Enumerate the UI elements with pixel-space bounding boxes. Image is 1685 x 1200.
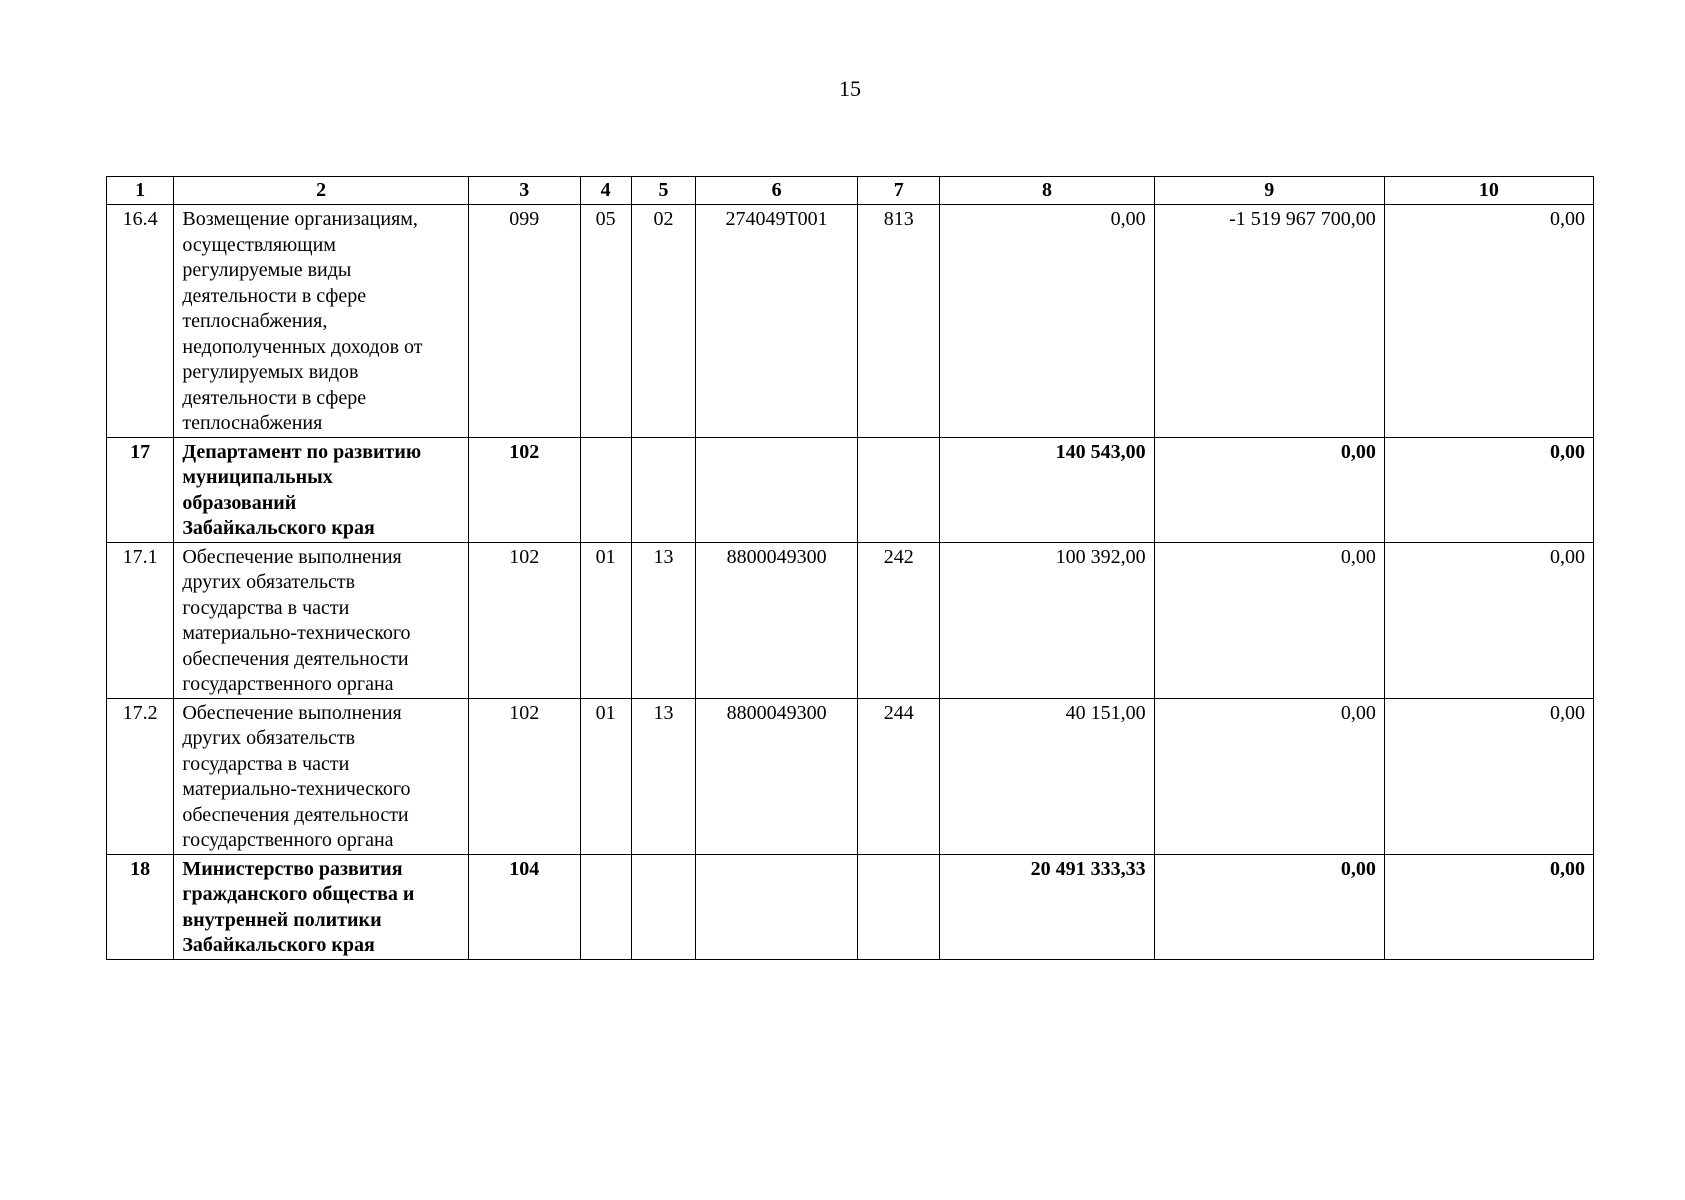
row-description: Департамент по развитию муниципальных образований Забайкальского края bbox=[174, 437, 469, 542]
column-header-3: 3 bbox=[468, 177, 580, 205]
section-code bbox=[580, 437, 631, 542]
column-header-10: 10 bbox=[1384, 177, 1593, 205]
target-article-code: 274049Т001 bbox=[696, 205, 858, 438]
row-number: 17.1 bbox=[107, 542, 174, 698]
amount-col-9: -1 519 967 700,00 bbox=[1154, 205, 1384, 438]
amount-col-10: 0,00 bbox=[1384, 542, 1593, 698]
section-code: 01 bbox=[580, 698, 631, 854]
row-description: Обеспечение выполнения других обязательств государства в части материально-технического обеспечения деятельности государственного органа bbox=[174, 698, 469, 854]
table-row bbox=[107, 205, 1594, 438]
amount-col-10: 0,00 bbox=[1384, 437, 1593, 542]
subsection-code: 13 bbox=[631, 542, 695, 698]
column-header-1: 1 bbox=[107, 177, 174, 205]
amount-col-8: 20 491 333,33 bbox=[940, 854, 1154, 959]
amount-col-10: 0,00 bbox=[1384, 854, 1593, 959]
amount-col-9: 0,00 bbox=[1154, 542, 1384, 698]
amount-col-8: 100 392,00 bbox=[940, 542, 1154, 698]
section-code: 01 bbox=[580, 542, 631, 698]
row-number: 17.2 bbox=[107, 698, 174, 854]
amount-col-8: 140 543,00 bbox=[940, 437, 1154, 542]
column-header-2: 2 bbox=[174, 177, 469, 205]
subsection-code: 13 bbox=[631, 698, 695, 854]
amount-col-9: 0,00 bbox=[1154, 854, 1384, 959]
column-header-9: 9 bbox=[1154, 177, 1384, 205]
page-number: 15 bbox=[839, 76, 861, 101]
section-code bbox=[580, 854, 631, 959]
target-article-code bbox=[696, 854, 858, 959]
subsection-code bbox=[631, 437, 695, 542]
column-header-7: 7 bbox=[858, 177, 940, 205]
row-number: 16.4 bbox=[107, 205, 174, 438]
amount-col-8: 0,00 bbox=[940, 205, 1154, 438]
row-description: Обеспечение выполнения других обязательств государства в части материально-технического обеспечения деятельности государственного органа bbox=[174, 542, 469, 698]
amount-col-10: 0,00 bbox=[1384, 698, 1593, 854]
subsection-code bbox=[631, 854, 695, 959]
amount-col-10: 0,00 bbox=[1384, 205, 1593, 438]
amount-col-9: 0,00 bbox=[1154, 437, 1384, 542]
expense-type-code: 813 bbox=[858, 205, 940, 438]
target-article-code bbox=[696, 437, 858, 542]
subsection-code: 02 bbox=[631, 205, 695, 438]
row-number: 17 bbox=[107, 437, 174, 542]
column-header-4: 4 bbox=[580, 177, 631, 205]
table-row bbox=[107, 437, 1594, 542]
ministry-code: 102 bbox=[468, 437, 580, 542]
ministry-code: 102 bbox=[468, 542, 580, 698]
table-row bbox=[107, 698, 1594, 854]
column-header-8: 8 bbox=[940, 177, 1154, 205]
amount-col-9: 0,00 bbox=[1154, 698, 1384, 854]
table-header-row bbox=[107, 177, 1594, 205]
table-row bbox=[107, 854, 1594, 959]
row-description: Министерство развития гражданского общества и внутренней политики Забайкальского края bbox=[174, 854, 469, 959]
budget-table bbox=[106, 176, 1594, 960]
ministry-code: 102 bbox=[468, 698, 580, 854]
row-number: 18 bbox=[107, 854, 174, 959]
expense-type-code bbox=[858, 437, 940, 542]
target-article-code: 8800049300 bbox=[696, 542, 858, 698]
table-row bbox=[107, 542, 1594, 698]
target-article-code: 8800049300 bbox=[696, 698, 858, 854]
column-header-5: 5 bbox=[631, 177, 695, 205]
section-code: 05 bbox=[580, 205, 631, 438]
ministry-code: 104 bbox=[468, 854, 580, 959]
row-description: Возмещение организациям, осуществляющим регулируемые виды деятельности в сфере теплоснабжения, недополученных доходов от регулируемых видов деятельности в сфере теплоснабжения bbox=[174, 205, 469, 438]
expense-type-code: 244 bbox=[858, 698, 940, 854]
expense-type-code: 242 bbox=[858, 542, 940, 698]
column-header-6: 6 bbox=[696, 177, 858, 205]
amount-col-8: 40 151,00 bbox=[940, 698, 1154, 854]
ministry-code: 099 bbox=[468, 205, 580, 438]
expense-type-code bbox=[858, 854, 940, 959]
